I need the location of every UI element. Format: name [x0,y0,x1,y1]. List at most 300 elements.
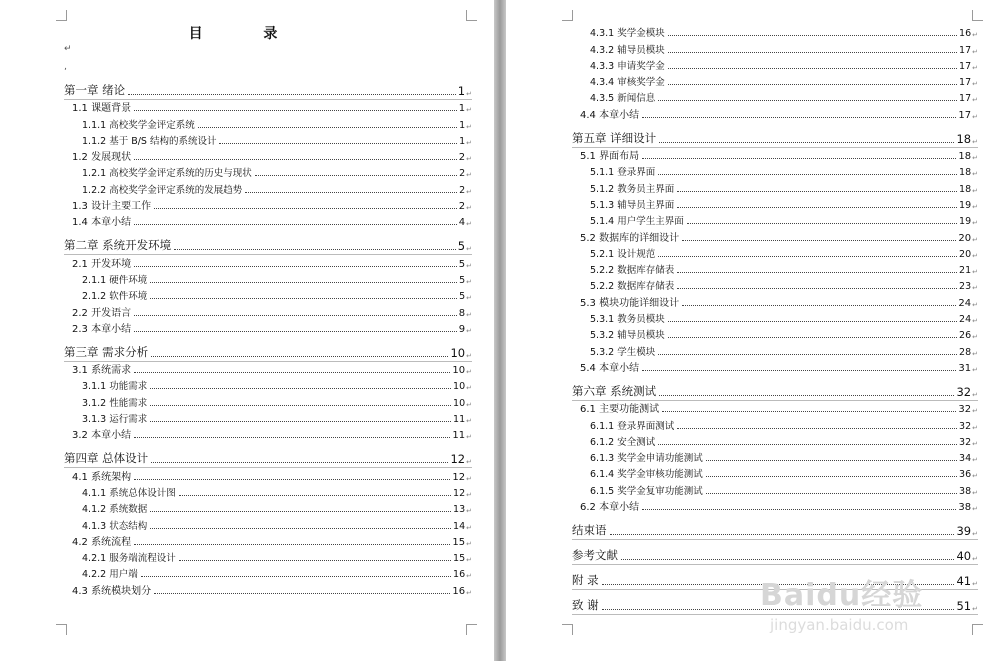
toc-subsection-entry [82,485,472,499]
dot-leader [134,110,457,111]
toc-page-number: 32 [959,436,972,448]
toc-section-entry [580,148,978,162]
toc-subsection-entry [82,165,472,179]
toc-chapter-entry [572,544,978,563]
dot-leader [677,272,957,273]
paragraph-mark: ↵ [972,219,978,228]
dot-leader [677,428,957,429]
paragraph-mark: ↵ [972,31,978,40]
paragraph-mark: ↵ [972,154,978,163]
dot-leader [682,305,956,306]
dot-leader [662,411,956,412]
toc-entry-title: 2.1.1 硬件环境 [82,274,148,286]
dot-leader [658,174,957,175]
toc-subsection-entry [82,566,472,580]
dot-leader [151,462,448,463]
toc-page-number: 23 [959,281,972,293]
toc-page-number: 10 [453,397,466,409]
toc-entry-title: 5.3.2 辅导员模块 [590,330,665,342]
paragraph-mark: ↵ [972,605,978,614]
toc-page-number: 36 [959,469,972,481]
dot-leader [642,370,956,371]
toc-entry-title: 4.1.3 状态结构 [82,520,148,532]
toc-section-entry [72,100,472,114]
toc-entry-title: 1.4 本章小结 [72,217,132,229]
dot-leader [134,159,457,160]
dot-leader [134,479,450,480]
toc-subsection-entry [590,25,978,39]
toc-entry-title: 3.2 本章小结 [72,430,132,442]
toc-entry-title: 3.1.1 功能需求 [82,381,148,393]
dot-leader [150,511,451,512]
toc-subsection-entry [590,466,978,480]
toc-page-number: 9 [458,323,466,335]
dot-leader [134,315,457,316]
paragraph-mark: ↵ [466,294,472,303]
toc-entry-title: 6.2 本章小结 [580,502,640,514]
toc-entry-title: 1.2 发展现状 [72,152,132,164]
toc-page-number: 18 [956,131,972,146]
toc-entry-title: 5.2.2 数据库存储表 [590,265,675,277]
paragraph-mark: ↵ [972,505,978,514]
toc-page-number: 15 [453,553,466,565]
toc-page-number: 8 [458,307,466,319]
toc-entry-title: 6.1.3 奖学金申请功能测试 [590,453,703,465]
paragraph-mark: ↵ [466,400,472,409]
toc-entry-title: 5.1.3 辅导员主界面 [590,199,675,211]
toc-subsection-entry [590,343,978,357]
toc-section-entry [580,229,978,243]
toc-page-number: 17 [959,77,972,89]
toc-subsection-entry [590,41,978,55]
toc-entry-title: 5.3.2 学生模块 [590,346,656,358]
toc-subsection-entry [590,327,978,341]
toc-section-entry [72,427,472,441]
toc-entry-title: 第三章 需求分析 [64,344,149,359]
toc-entry-title: 5.2 数据库的详细设计 [580,232,680,244]
toc-page-number: 34 [959,453,972,465]
toc-entry-title: 5.3 模块功能详细设计 [580,297,680,309]
crop-mark [562,624,573,635]
toc-entry-title: 1.2.2 高校奖学金评定系统的发展趋势 [82,184,243,196]
toc-page-number: 13 [453,504,466,516]
toc-page-number: 5 [458,258,466,270]
toc-entry-title: 第六章 系统测试 [572,384,657,398]
paragraph-mark: ↵ [466,310,472,319]
toc-page-number: 5 [459,291,466,303]
paragraph-mark: ↵ [466,106,472,115]
watermark-logo: Baidu经验 [760,578,924,613]
dot-leader [255,175,457,176]
toc-entry-title: 5.1.2 教务员主界面 [590,183,675,195]
toc-entry-title: 5.2.2 数据库存储表 [590,281,675,293]
toc-page-number: 1 [457,84,466,98]
paragraph-mark: ↵ [466,588,472,597]
toc-page-number: 32 [958,404,972,416]
toc-entry-title: 2.2 开发语言 [72,307,132,319]
paragraph-mark: ↵ [466,384,472,393]
toc-chapter-entry [64,341,472,360]
paragraph-mark: ↵ [972,47,978,56]
toc-entry-title: 4.2.2 用户端 [82,569,138,581]
dot-leader [682,240,956,241]
toc-entry-title: 2.1 开发环境 [72,258,132,270]
toc-page-number: 1 [459,135,466,147]
toc-page-number: 17 [959,44,972,56]
paragraph-mark: ↵ [972,268,978,277]
crop-mark [56,624,67,635]
dot-leader [668,35,957,36]
paragraph-mark: ↵ [466,507,472,516]
toc-section-entry [580,360,978,374]
dot-leader [134,437,450,438]
dot-leader [141,576,451,577]
dot-leader [610,534,955,535]
toc-page-number: 11 [452,430,466,442]
paragraph-mark: ↵ [466,539,472,548]
toc-chapter-entry [64,234,472,253]
toc-entry-title: 第二章 系统开发环境 [64,238,172,253]
toc-page-number: 16 [959,28,972,40]
toc-entry-title: 第四章 总体设计 [64,451,149,466]
dot-leader [706,460,957,461]
toc-page-number: 15 [452,536,466,548]
dot-leader [150,421,451,422]
toc-entry-title: 2.1.2 软件环境 [82,291,148,303]
toc-chapter-entry [64,447,472,466]
paragraph-mark: ‚ [64,62,67,72]
toc-subsection-entry [590,180,978,194]
toc-entry-title: 5.1.4 用户学生主界面 [590,216,684,228]
dot-leader [687,223,957,224]
toc-page-number: 51 [956,599,972,614]
toc-entry-title: 致 谢 [572,598,599,613]
paragraph-mark: ↵ [972,555,978,564]
toc-page-number: 40 [956,549,972,564]
crop-mark [466,624,477,635]
dot-leader [659,395,954,396]
paragraph-mark: ↵ [466,433,472,442]
paragraph-mark: ↵ [972,251,978,260]
crop-mark [56,10,67,21]
toc-page-number: 2 [459,184,466,196]
toc-subsection-entry [82,501,472,515]
paragraph-mark: ↵ [972,456,978,465]
toc-page-number: 19 [959,199,972,211]
paragraph-mark: ↵ [64,44,72,54]
paragraph-mark: ↵ [972,317,978,326]
toc-page-number: 12 [453,487,466,499]
toc-page-number: 38 [959,485,972,497]
dot-leader [219,143,457,144]
toc-subsection-entry [82,272,472,286]
paragraph-mark: ↵ [466,204,472,213]
toc-page-number: 17 [959,60,972,72]
toc-subsection-entry [82,395,472,409]
toc-entry-title: 参考文献 [572,548,618,563]
dot-leader [621,559,954,560]
toc-subsection-entry [82,411,472,425]
paragraph-mark: ↵ [972,333,978,342]
toc-page-number: 10 [450,345,466,360]
toc-section-entry [580,401,978,415]
toc-page-number: 14 [453,520,466,532]
toc-subsection-entry [82,288,472,302]
dot-leader [706,493,957,494]
paragraph-mark: ↵ [972,349,978,358]
dot-leader [659,142,954,143]
dot-leader [668,321,957,322]
toc-chapter-entry [572,380,978,399]
toc-subsection-entry [590,90,978,104]
toc-entry-title: 4.4 本章小结 [580,109,640,121]
paragraph-mark: ↵ [972,284,978,293]
paragraph-mark: ↵ [466,220,472,229]
dot-leader [174,249,456,250]
paragraph-mark: ↵ [972,80,978,89]
dot-leader [150,405,451,406]
toc-subsection-entry [82,116,472,130]
toc-entry-title: 4.3.3 申请奖学金 [590,60,665,72]
paragraph-mark: ↵ [466,122,472,131]
toc-subsection-entry [590,434,978,448]
paragraph-mark: ↵ [972,137,978,146]
toc-page-number: 18 [959,167,972,179]
toc-page-number: 5 [459,274,466,286]
dot-leader [150,388,451,389]
paragraph-mark: ↵ [466,351,472,360]
toc-page-number: 20 [959,248,972,260]
toc-subsection-entry [590,450,978,464]
crop-mark [562,10,573,21]
dot-leader [245,192,457,193]
paragraph-mark: ↵ [466,171,472,180]
toc-entry-title: 3.1.2 性能需求 [82,397,148,409]
toc-page-number: 10 [452,365,466,377]
toc-page-number: 1 [459,119,466,131]
toc-page-number: 2 [458,201,466,213]
paragraph-mark: ↵ [466,261,472,270]
dot-leader [198,127,457,128]
toc-entry-title: 5.1 界面布局 [580,151,640,163]
toc-entry-title: 3.1 系统需求 [72,365,132,377]
toc-subsection-entry [590,246,978,260]
paragraph-mark: ↵ [972,112,978,121]
toc-page-number: 12 [452,471,466,483]
toc-section-entry [72,214,472,228]
toc-page-number: 11 [453,414,466,426]
dot-leader [706,476,957,477]
paragraph-mark: ↵ [466,326,472,335]
dot-leader [134,224,457,225]
paragraph-mark: ↵ [972,186,978,195]
dot-leader [658,354,957,355]
paragraph-mark: ↵ [466,155,472,164]
toc-entry-title: 5.2.1 设计规范 [590,248,656,260]
paragraph-mark: ↵ [972,365,978,374]
paragraph-mark: ↵ [466,523,472,532]
toc-entry-title: 4.2.1 服务端流程设计 [82,553,176,565]
toc-entry-title: 5.1.1 登录界面 [590,167,656,179]
dot-leader [151,356,448,357]
toc-section-entry [72,321,472,335]
toc-page-number: 21 [959,265,972,277]
paragraph-mark: ↵ [972,391,978,399]
toc-page-number: 17 [958,109,972,121]
dot-leader [668,52,957,53]
toc-entry-title: 1.1.2 基于 B/S 结构的系统设计 [82,135,217,147]
toc-subsection-entry [590,164,978,178]
toc-page-number: 10 [453,381,466,393]
toc-entry-title: 4.1 系统架构 [72,471,132,483]
paragraph-mark: ↵ [972,530,978,539]
paragraph-mark: ↵ [466,368,472,377]
toc-page-number: 31 [958,362,972,374]
toc-entry-title: 第五章 详细设计 [572,130,657,145]
dot-leader [179,495,451,496]
toc-entry-title: 附 录 [572,573,599,588]
paragraph-mark: ↵ [466,572,472,581]
dot-leader [134,331,457,332]
toc-page-number: 41 [956,574,972,589]
dot-leader [128,94,456,95]
toc-section-entry [580,499,978,513]
dot-leader [658,100,957,101]
toc-entry-title: 4.3.5 新闻信息 [590,93,656,105]
toc-subsection-entry [82,133,472,147]
dot-leader [150,298,457,299]
paragraph-mark: ↵ [466,474,472,483]
toc-subsection-entry [590,262,978,276]
paragraph-mark: ↵ [466,187,472,196]
watermark-url: jingyan.baidu.com [770,616,909,634]
paragraph-mark: ↵ [972,300,978,309]
paragraph-mark: ↵ [466,245,472,254]
toc-entry-title: 6.1 主要功能测试 [580,404,660,416]
dot-leader [658,444,957,445]
toc-subsection-entry [82,550,472,564]
chapter-separator [572,564,978,565]
paragraph-mark: ↵ [972,235,978,244]
paragraph-mark: ↵ [466,490,472,499]
toc-section-entry [72,304,472,318]
paragraph-mark: ↵ [972,439,978,448]
paragraph-mark: ↵ [466,417,472,426]
chapter-separator [572,614,978,615]
toc-page-number: 16 [452,585,466,597]
toc-entry-title: 1.1 课题背景 [72,103,132,115]
toc-section-entry [72,149,472,163]
toc-subsection-entry [590,311,978,325]
toc-entry-title: 1.2.1 高校奖学金评定系统的历史与现状 [82,168,252,180]
toc-entry-title: 4.3 系统模块划分 [72,585,152,597]
toc-entry-title: 6.1.4 奖学金审核功能测试 [590,469,703,481]
toc-chapter-entry [572,519,978,538]
toc-entry-title: 6.1.1 登录界面测试 [590,420,675,432]
paragraph-mark: ↵ [972,423,978,432]
paragraph-mark: ↵ [972,407,978,416]
toc-entry-title: 4.3.2 辅导员模块 [590,44,665,56]
toc-page-number: 28 [959,346,972,358]
toc-entry-title: 5.4 本章小结 [580,362,640,374]
dot-leader [677,191,957,192]
toc-page-number: 2 [458,152,466,164]
toc-page-number: 38 [958,502,972,514]
toc-page-number: 39 [956,524,972,539]
page-gutter [494,0,506,661]
paragraph-mark: ↵ [466,138,472,147]
toc-entry-title: 4.1.2 系统数据 [82,504,148,516]
toc-entry-title: 4.2 系统流程 [72,536,132,548]
paragraph-mark: ↵ [972,488,978,497]
dot-leader [134,372,450,373]
toc-page-number: 32 [956,385,972,399]
dot-leader [677,288,957,289]
toc-page-number: 24 [959,314,972,326]
toc-section-entry [72,198,472,212]
toc-entry-title: 结束语 [572,523,607,538]
toc-entry-title: 4.1.1 系统总体设计图 [82,487,176,499]
toc-page-number: 12 [450,452,466,467]
toc-subsection-entry [590,483,978,497]
dot-leader [134,266,457,267]
dot-leader [668,337,957,338]
toc-entry-title: 5.3.1 教务员模块 [590,314,665,326]
toc-section-entry [72,534,472,548]
toc-subsection-entry [590,58,978,72]
toc-page-number: 16 [453,569,466,581]
dot-leader [642,509,956,510]
dot-leader [134,544,450,545]
dot-leader [150,282,457,283]
dot-leader [668,84,957,85]
toc-page-number: 5 [457,239,466,254]
toc-page-number: 1 [458,103,466,115]
paragraph-mark: ↵ [972,170,978,179]
toc-chapter-entry [64,79,472,98]
dot-leader [154,208,457,209]
toc-entry-title: 1.3 设计主要工作 [72,201,152,213]
toc-subsection-entry [590,197,978,211]
chapter-separator [572,539,978,540]
dot-leader [154,593,450,594]
toc-section-entry [72,255,472,269]
toc-section-entry [580,107,978,121]
paragraph-mark: ↵ [466,90,472,98]
toc-entry-title: 3.1.3 运行需求 [82,414,148,426]
toc-subsection-entry [590,213,978,227]
toc-page-number: 19 [959,216,972,228]
toc-subsection-entry [82,378,472,392]
dot-leader [677,207,957,208]
toc-entry-title: 6.1.5 奖学金复审功能测试 [590,485,703,497]
paragraph-mark: ↵ [972,96,978,105]
toc-page-number: 4 [458,217,466,229]
dot-leader [150,528,451,529]
toc-entry-title: 第一章 绪论 [64,83,126,97]
toc-subsection-entry [82,517,472,531]
crop-mark [466,10,477,21]
toc-section-entry [580,295,978,309]
toc-entry-title: 1.1.1 高校奖学金评定系统 [82,119,195,131]
toc-subsection-entry [590,74,978,88]
toc-chapter-entry [572,127,978,146]
toc-page-number: 24 [958,297,972,309]
paragraph-mark: ↵ [972,63,978,72]
toc-entry-title: 4.3.4 审核奖学金 [590,77,665,89]
toc-entry-title: 4.3.1 奖学金模块 [590,28,665,40]
toc-page-number: 18 [958,151,972,163]
